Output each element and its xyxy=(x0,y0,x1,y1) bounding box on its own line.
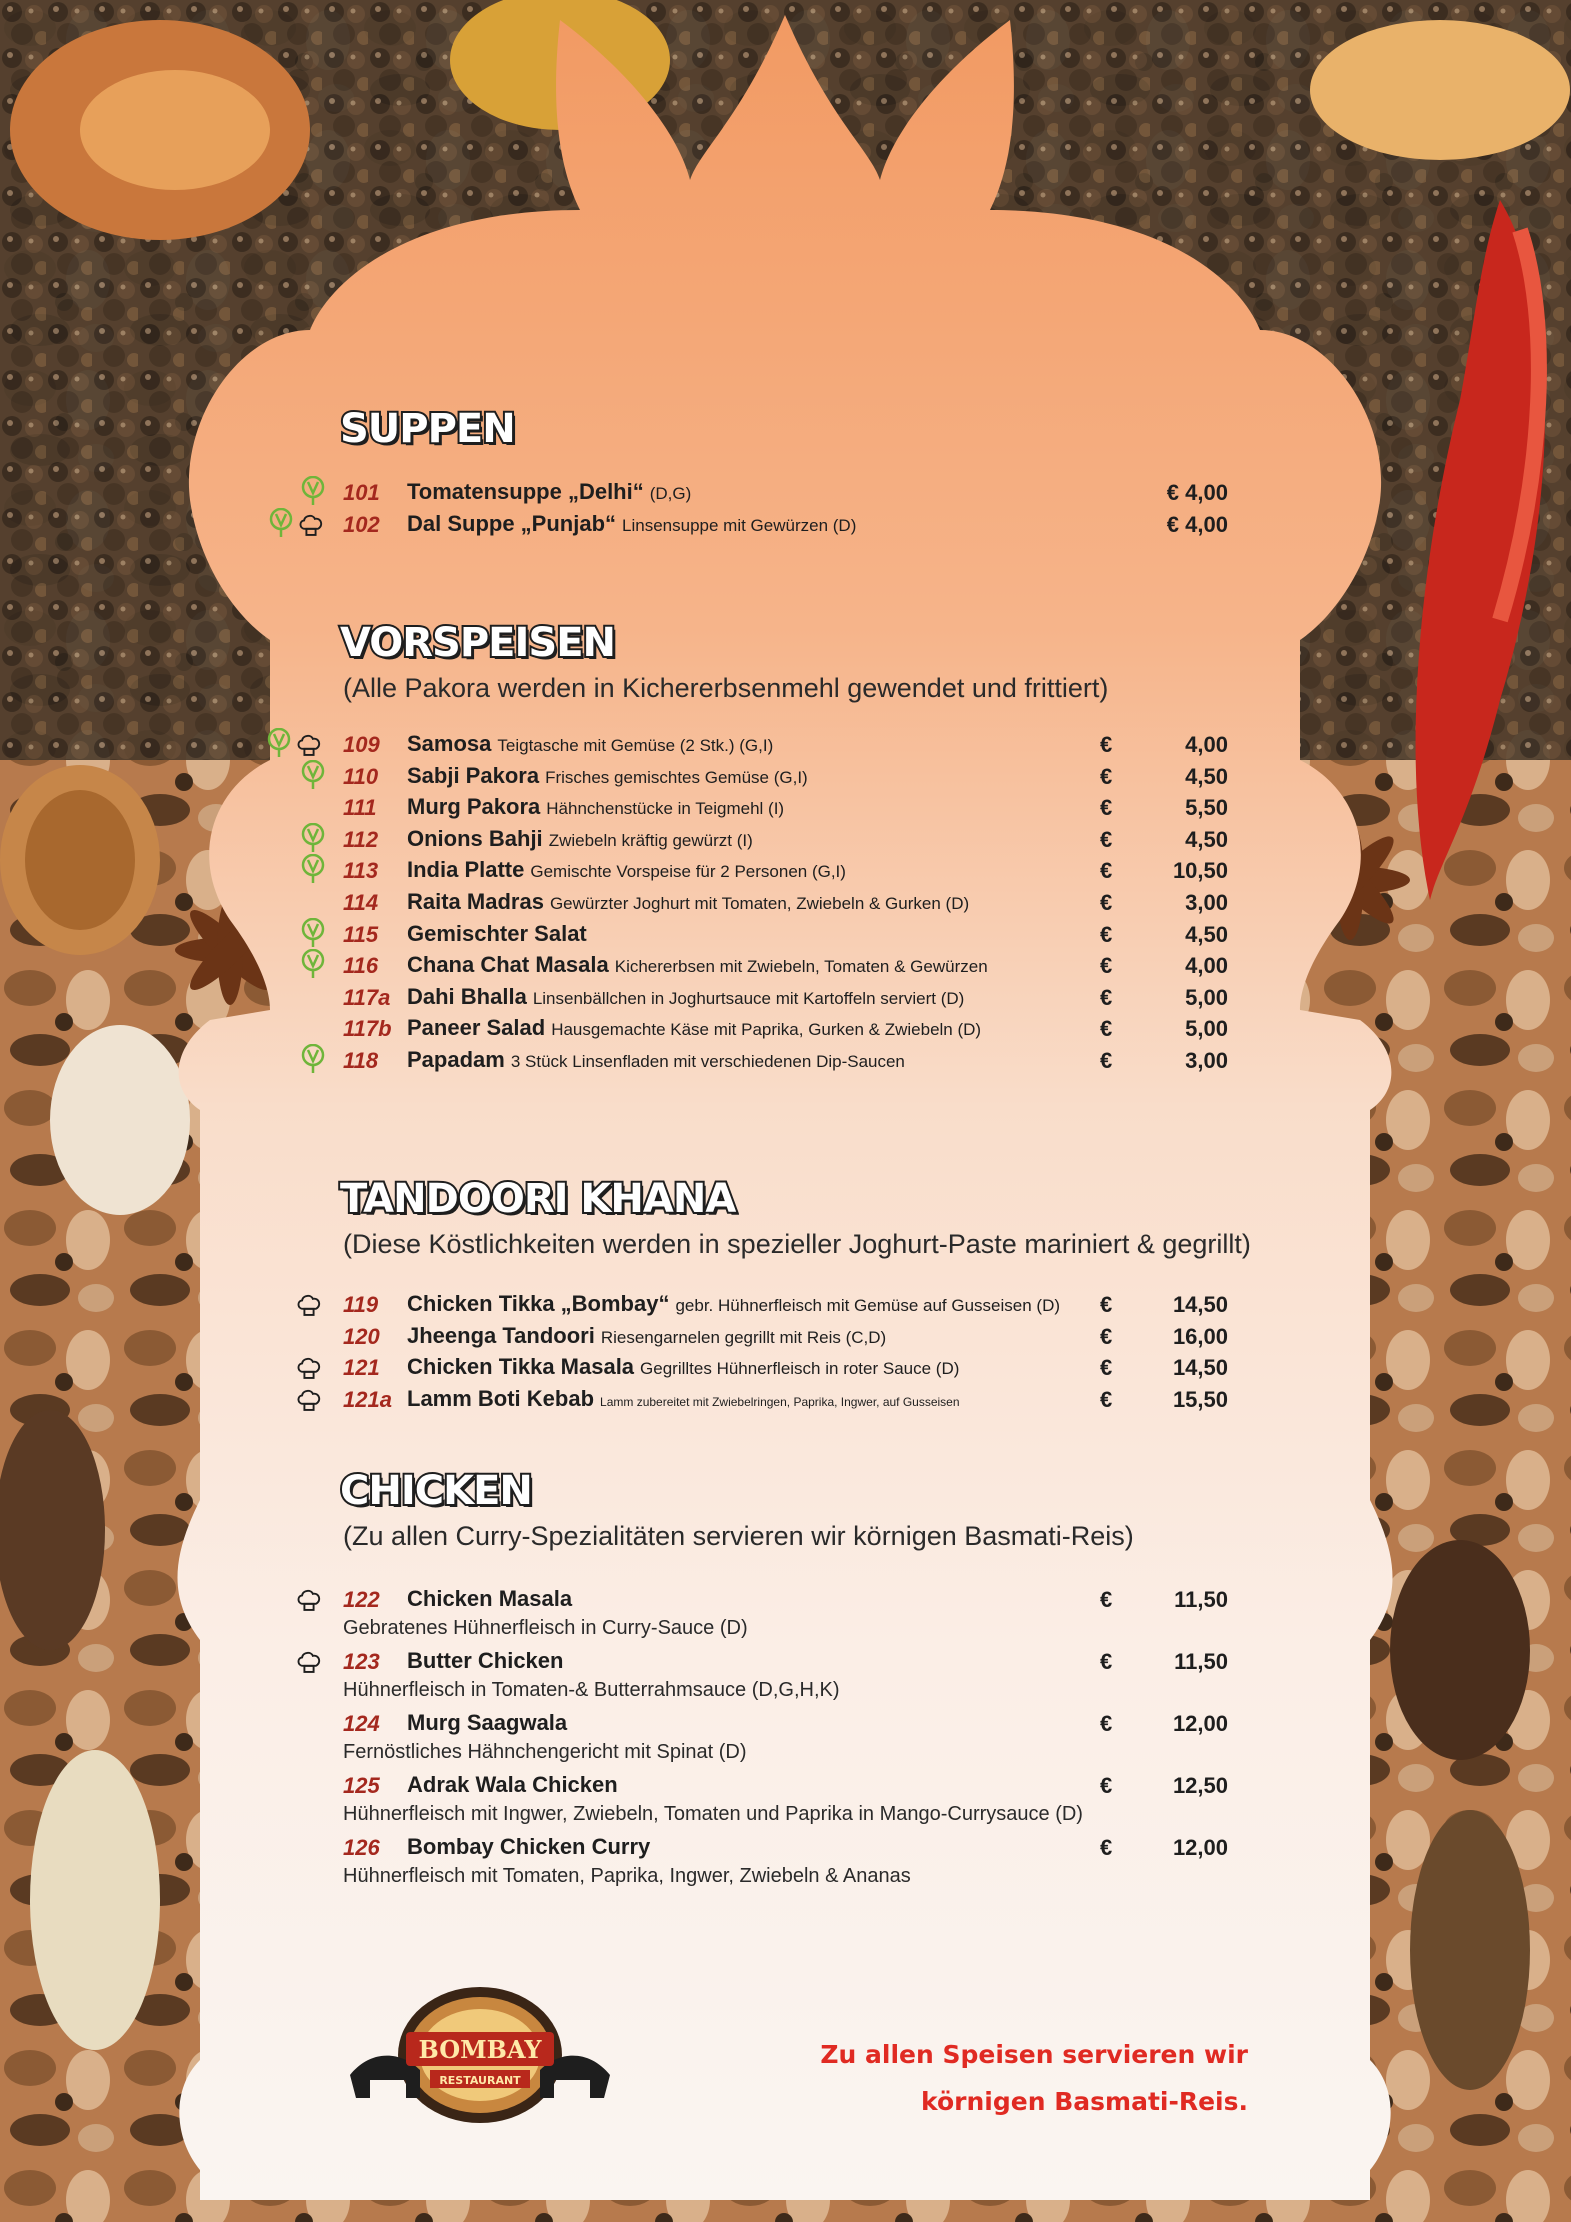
logo-name: BOMBAY xyxy=(418,2035,542,2064)
currency-symbol: € xyxy=(1100,1048,1113,1073)
item-number: 101 xyxy=(343,480,380,505)
item-line xyxy=(407,1015,981,1041)
vegetarian-icon xyxy=(268,508,294,538)
price-value: 15,50 xyxy=(1172,1386,1228,1412)
item-number: 109 xyxy=(343,732,380,757)
item-number: 117b xyxy=(343,1016,392,1042)
menu-item xyxy=(0,983,1571,1015)
item-description: Gemischte Vorspeise für 2 Personen (G,I) xyxy=(530,862,846,882)
price-value: 12,50 xyxy=(1172,1773,1228,1798)
item-name: Butter Chicken xyxy=(407,1648,564,1673)
item-number: 126 xyxy=(343,1835,380,1860)
item-name: Adrak Wala Chicken xyxy=(407,1772,618,1797)
item-number: 125 xyxy=(343,1773,380,1798)
item-line xyxy=(407,1586,572,1612)
item-price xyxy=(1100,1355,1228,1381)
item-name: Chicken Tikka „Bombay“ xyxy=(407,1291,670,1316)
footer-note-line1: Zu allen Speisen servieren wir xyxy=(820,2040,1248,2069)
item-name: Sabji Pakora xyxy=(407,762,540,788)
item-price xyxy=(1100,1835,1228,1861)
menu-item xyxy=(0,762,1571,794)
logo-subtitle: RESTAURANT xyxy=(439,2074,521,2087)
item-price xyxy=(1100,1649,1228,1675)
vegetarian-icon xyxy=(300,476,326,506)
currency-symbol: € xyxy=(1166,480,1180,505)
price-value: 3,00 xyxy=(1185,890,1228,915)
menu-item xyxy=(0,856,1571,888)
item-description: Gebratenes Hühnerfleisch in Curry-Sauce (D) xyxy=(343,1617,748,1639)
menu-item xyxy=(0,888,1571,920)
item-price xyxy=(1100,1048,1228,1074)
item-line xyxy=(407,952,988,978)
item-number: 123 xyxy=(343,1649,380,1674)
item-number: 120 xyxy=(343,1323,380,1349)
item-name: Raita Madras xyxy=(407,889,544,914)
item-number: 111 xyxy=(343,795,377,821)
price-value: 4,00 xyxy=(1185,512,1228,537)
vegetarian-icon xyxy=(300,918,326,948)
item-number: 121 xyxy=(343,1355,380,1381)
item-line xyxy=(407,479,691,505)
item-number: 122 xyxy=(343,1587,380,1612)
price-value: 5,00 xyxy=(1185,984,1228,1010)
currency-symbol: € xyxy=(1100,921,1113,947)
item-number: 121a xyxy=(343,1386,392,1412)
item-line xyxy=(407,1354,959,1380)
menu-item xyxy=(0,1385,1571,1417)
price-value: 10,50 xyxy=(1172,858,1228,884)
item-description: Hausgemachte Käse mit Paprika, Gurken & Zwiebeln (D) xyxy=(551,1020,982,1040)
item-description: Linsensuppe mit Gewürzen (D) xyxy=(622,516,857,535)
currency-symbol: € xyxy=(1100,1649,1113,1674)
item-name: Jheenga Tandoori xyxy=(407,1322,595,1348)
section-title: TANDOORI KHANA xyxy=(340,1176,736,1222)
section-subtitle: (Alle Pakora werden in Kichererbsenmehl gewendet und frittiert) xyxy=(343,673,1109,703)
menu-item xyxy=(0,1771,1571,1825)
item-number: 115 xyxy=(343,921,379,947)
vegetarian-icon xyxy=(300,760,326,790)
currency-symbol: € xyxy=(1100,1773,1113,1798)
item-name: Gemischter Salat xyxy=(407,920,587,946)
item-description: Frisches gemischtes Gemüse (G,I) xyxy=(545,767,808,787)
currency-symbol: € xyxy=(1100,1835,1113,1860)
menu-item xyxy=(0,1014,1571,1046)
chef-hat-icon xyxy=(296,1353,322,1383)
item-price xyxy=(1100,795,1228,821)
menu-item xyxy=(0,1353,1571,1385)
section-subtitle: (Diese Köstlichkeiten werden in spezieller Joghurt-Paste mariniert & gegrillt) xyxy=(343,1229,1251,1259)
menu-item xyxy=(0,1709,1571,1763)
item-name: Onions Bahji xyxy=(407,825,543,851)
item-name: Chana Chat Masala xyxy=(407,952,609,978)
menu-item xyxy=(0,951,1571,983)
item-name: Lamm Boti Kebab xyxy=(407,1385,595,1411)
menu-item xyxy=(0,920,1571,952)
item-number: 112 xyxy=(343,826,379,852)
item-number: 116 xyxy=(343,953,379,979)
item-description: Zwiebeln kräftig gewürzt (I) xyxy=(548,830,753,850)
item-price xyxy=(1100,890,1228,916)
currency-symbol: € xyxy=(1100,953,1113,979)
item-name: Chicken Tikka Masala xyxy=(407,1354,635,1380)
item-line xyxy=(407,1323,886,1349)
item-line xyxy=(407,763,808,789)
item-price xyxy=(1100,985,1228,1011)
item-line xyxy=(407,731,773,757)
menu-item xyxy=(0,1290,1571,1322)
currency-symbol: € xyxy=(1100,1587,1113,1612)
item-description: (D,G) xyxy=(649,484,692,503)
currency-symbol: € xyxy=(1100,1386,1113,1412)
currency-symbol: € xyxy=(1100,1292,1113,1317)
price-value: 11,50 xyxy=(1174,1587,1228,1612)
price-value: 5,50 xyxy=(1185,795,1228,821)
item-name: Murg Saagwala xyxy=(407,1710,568,1735)
currency-symbol: € xyxy=(1100,826,1113,852)
vegetarian-icon xyxy=(300,854,326,884)
price-value: 14,50 xyxy=(1172,1355,1228,1381)
currency-symbol: € xyxy=(1100,890,1113,915)
item-name: India Platte xyxy=(407,857,525,883)
bombay-logo xyxy=(340,1980,620,2130)
footer-note-line2: körnigen Basmati-Reis. xyxy=(921,2087,1248,2116)
menu-item xyxy=(0,1585,1571,1639)
currency-symbol: € xyxy=(1166,512,1180,537)
price-value: 4,50 xyxy=(1185,921,1228,947)
item-price xyxy=(1100,764,1228,790)
item-number: 110 xyxy=(343,763,379,789)
item-description: Riesengarnelen gegrillt mit Reis (C,D) xyxy=(600,1327,887,1347)
price-value: 12,00 xyxy=(1172,1835,1228,1860)
price-value: 4,50 xyxy=(1185,763,1228,789)
item-price xyxy=(1100,732,1228,758)
section-title: CHICKEN xyxy=(340,1468,532,1514)
item-description: Teigtasche mit Gemüse (2 Stk.) (G,I) xyxy=(497,736,774,755)
currency-symbol: € xyxy=(1100,1323,1113,1349)
menu-item xyxy=(0,510,1571,542)
currency-symbol: € xyxy=(1100,1711,1113,1736)
currency-symbol: € xyxy=(1100,1016,1113,1042)
vegetarian-icon xyxy=(300,1044,326,1074)
item-price xyxy=(1100,922,1228,948)
currency-symbol: € xyxy=(1100,795,1113,821)
item-name: Dahi Bhalla xyxy=(407,983,527,1009)
item-line xyxy=(407,794,784,820)
vegetarian-icon xyxy=(300,949,326,979)
item-name: Chicken Masala xyxy=(407,1586,573,1611)
item-name: Dal Suppe „Punjab“ xyxy=(407,511,617,536)
menu-item xyxy=(0,1647,1571,1701)
menu-item xyxy=(0,1833,1571,1887)
section-title: SUPPEN xyxy=(340,406,515,452)
chef-hat-icon xyxy=(296,1647,322,1677)
chef-hat-icon xyxy=(298,510,324,540)
item-description: Hühnerfleisch mit Ingwer, Zwiebeln, Tomaten und Paprika in Mango-Currysauce (D) xyxy=(343,1803,1083,1825)
item-price xyxy=(1100,1773,1228,1799)
item-price xyxy=(1100,480,1228,506)
price-value: 4,00 xyxy=(1185,480,1228,505)
price-value: 4,00 xyxy=(1185,953,1228,979)
item-price xyxy=(1100,1324,1228,1350)
item-line xyxy=(407,889,969,915)
menu-item xyxy=(0,825,1571,857)
item-line xyxy=(407,1386,960,1412)
price-value: 11,50 xyxy=(1174,1649,1228,1674)
chef-hat-icon xyxy=(296,730,322,760)
item-name: Bombay Chicken Curry xyxy=(407,1834,651,1859)
item-name: Tomatensuppe „Delhi“ xyxy=(407,479,644,504)
price-value: 4,50 xyxy=(1185,826,1228,852)
item-description: Hähnchenstücke in Teigmehl (I) xyxy=(546,799,785,819)
item-description: Gewürzter Joghurt mit Tomaten, Zwiebeln & Gurken (D) xyxy=(549,894,970,913)
item-name: Paneer Salad xyxy=(407,1015,546,1041)
price-value: 12,00 xyxy=(1172,1711,1228,1736)
price-value: 4,00 xyxy=(1185,732,1228,757)
price-value: 5,00 xyxy=(1185,1016,1228,1042)
item-price xyxy=(1100,1711,1228,1737)
item-description: 3 Stück Linsenfladen mit verschiedenen Dip-Saucen xyxy=(510,1052,905,1071)
item-description: gebr. Hühnerfleisch mit Gemüse auf Gusseisen (D) xyxy=(675,1296,1061,1315)
section-title: VORSPEISEN xyxy=(340,620,615,666)
item-line xyxy=(407,921,593,947)
item-line xyxy=(407,1710,567,1736)
section-subtitle: (Zu allen Curry-Spezialitäten servieren wir körnigen Basmati-Reis) xyxy=(343,1521,1134,1551)
currency-symbol: € xyxy=(1100,763,1113,789)
menu-item xyxy=(0,1046,1571,1078)
item-price xyxy=(1100,953,1228,979)
item-price xyxy=(1100,858,1228,884)
item-price xyxy=(1100,827,1228,853)
item-name: Samosa xyxy=(407,731,492,756)
item-number: 119 xyxy=(343,1292,379,1317)
item-description: Gegrilltes Hühnerfleisch in roter Sauce (D) xyxy=(640,1359,960,1379)
currency-symbol: € xyxy=(1100,732,1113,757)
item-number: 118 xyxy=(343,1048,379,1073)
item-price xyxy=(1100,1292,1228,1318)
item-description: Hühnerfleisch in Tomaten-& Butterrahmsauce (D,G,H,K) xyxy=(343,1679,840,1701)
menu-item xyxy=(0,793,1571,825)
currency-symbol: € xyxy=(1100,858,1113,884)
item-line xyxy=(407,1047,905,1073)
vegetarian-icon xyxy=(300,823,326,853)
item-line xyxy=(407,1834,650,1860)
chef-hat-icon xyxy=(296,1290,322,1320)
menu-item xyxy=(0,478,1571,510)
price-value: 16,00 xyxy=(1172,1323,1228,1349)
item-description: Fernöstliches Hähnchengericht mit Spinat (D) xyxy=(343,1741,747,1763)
item-name: Murg Pakora xyxy=(407,794,541,820)
currency-symbol: € xyxy=(1100,1355,1113,1381)
item-description: Kichererbsen mit Zwiebeln, Tomaten & Gewürzen xyxy=(614,957,988,977)
item-line xyxy=(407,826,753,852)
item-line xyxy=(407,984,964,1010)
price-value: 14,50 xyxy=(1172,1292,1228,1317)
item-line xyxy=(407,857,846,883)
vegetarian-icon xyxy=(266,728,292,758)
item-number: 124 xyxy=(343,1711,380,1736)
item-price xyxy=(1100,1587,1228,1613)
item-description: Hühnerfleisch mit Tomaten, Paprika, Ingwer, Zwiebeln & Ananas xyxy=(343,1865,911,1887)
item-price xyxy=(1100,512,1228,538)
item-number: 113 xyxy=(343,858,379,884)
currency-symbol: € xyxy=(1100,984,1113,1010)
price-value: 3,00 xyxy=(1185,1048,1228,1073)
item-description: Linsenbällchen in Joghurtsauce mit Kartoffeln serviert (D) xyxy=(532,988,965,1008)
item-line xyxy=(407,1648,563,1674)
item-number: 102 xyxy=(343,512,380,537)
item-description: Lamm zubereitet mit Zwiebelringen, Paprika, Ingwer, auf Gusseisen xyxy=(600,1394,960,1409)
item-number: 114 xyxy=(343,890,379,915)
item-name: Papadam xyxy=(407,1047,505,1072)
item-line xyxy=(407,511,856,537)
chef-hat-icon xyxy=(296,1585,322,1615)
item-price xyxy=(1100,1016,1228,1042)
chef-hat-icon xyxy=(296,1385,322,1415)
item-line xyxy=(407,1772,618,1798)
item-number: 117a xyxy=(343,984,391,1010)
item-price xyxy=(1100,1387,1228,1413)
item-line xyxy=(407,1291,1060,1317)
menu-item xyxy=(0,1322,1571,1354)
menu-item xyxy=(0,730,1571,762)
